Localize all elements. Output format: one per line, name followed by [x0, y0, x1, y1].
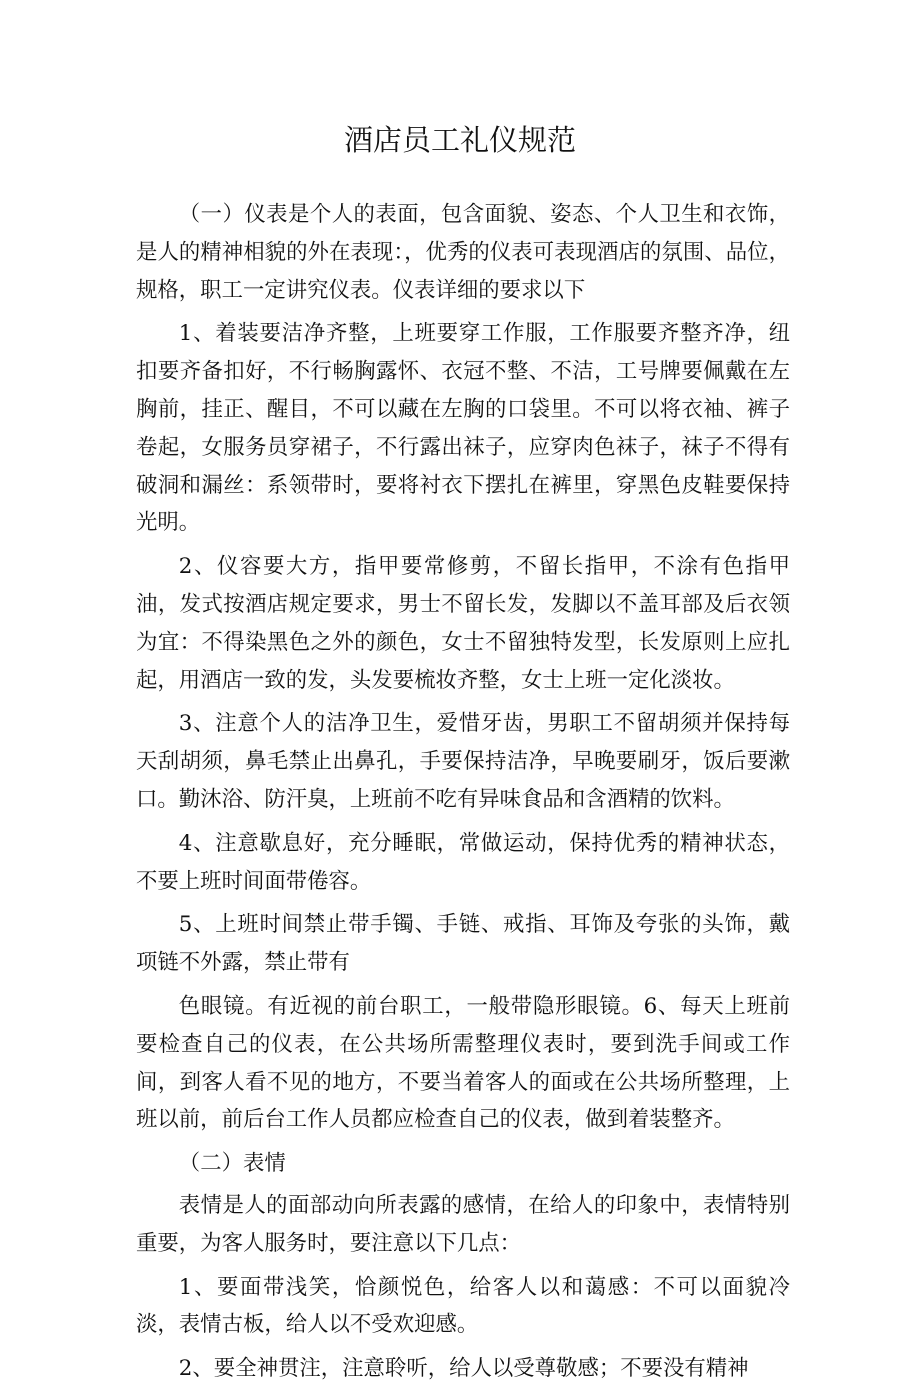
- document-title: 酒店员工礼仪规范: [343, 123, 576, 157]
- paragraph-grooming: 2、仪容要大方，指甲要常修剪，不留长指甲，不涂有色指甲油，发式按酒店规定要求，男士不留长发，发脚以不盖耳部及后衣领为宜：不得染黑色之外的颜色，女士不留独特发型，长发原则上应扎起，用酒店一致的发，头发要梳妆齐整，女士上班一定化淡妆。: [136, 554, 790, 693]
- paragraph-smile: 1、要面带浅笑，恰颜悦色，给客人以和蔼感：不可以面貌冷淡，表情古板，给人以不受欢迎感。: [136, 1274, 790, 1338]
- paragraph-eyewear-check: 色眼镜。有近视的前台职工，一般带隐形眼镜。6、每天上班前要检查自己的仪表，在公共场所需整理仪表时，要到洗手间或工作间，到客人看不见的地方，不要当着客人的面或在公共场所整理，上班以前，前后台工作人员都应检查自己的仪表，做到着装整齐。: [136, 993, 790, 1133]
- paragraph-dress-code: 1、着装要洁净齐整，上班要穿工作服，工作服要齐整齐净，纽扣要齐备扣好，不行畅胸露怀、衣冠不整、不洁，工号牌要佩戴在左胸前，挂正、醒目，不可以藏在左胸的口袋里。不可以将衣袖、裤子卷起，女服务员穿裙子，不行露出袜子，应穿肉色袜子，袜子不得有破洞和漏丝：系领带时，要将衬衣下摆扎在裤里，穿黑色皮鞋要保持光明。: [136, 321, 790, 536]
- paragraph-attention: 2、要全神贯注，注意聆听，给人以受尊敬感；不要没有精神: [178, 1356, 749, 1382]
- paragraph-expression-intro: 表情是人的面部动向所表露的感情，在给人的印象中，表情特别重要，为客人服务时，要注意以下几点：: [136, 1192, 790, 1256]
- paragraph-rest: 4、注意歇息好，充分睡眠，常做运动，保持优秀的精神状态，不要上班时间面带倦容。: [136, 830, 790, 894]
- section-heading-expression: （二）表情: [178, 1151, 286, 1177]
- paragraph-appearance-intro: （一）仪表是个人的表面，包含面貌、姿态、个人卫生和衣饰，是人的精神相貌的外在表现：，优秀的仪表可表现酒店的氛围、品位，规格，职工一定讲究仪表。仪表详细的要求以下: [136, 202, 790, 303]
- paragraph-hygiene: 3、注意个人的洁净卫生，爱惜牙齿，男职工不留胡须并保持每天刮胡须，鼻毛禁止出鼻孔，手要保持洁净，早晚要刷牙，饭后要漱口。勤沐浴、防汗臭，上班前不吃有异味食品和含酒精的饮料。: [136, 711, 790, 812]
- paragraph-accessories: 5、上班时间禁止带手镯、手链、戒指、耳饰及夸张的头饰，戴项链不外露，禁止带有: [136, 912, 790, 976]
- document-body: [136, 196, 790, 1394]
